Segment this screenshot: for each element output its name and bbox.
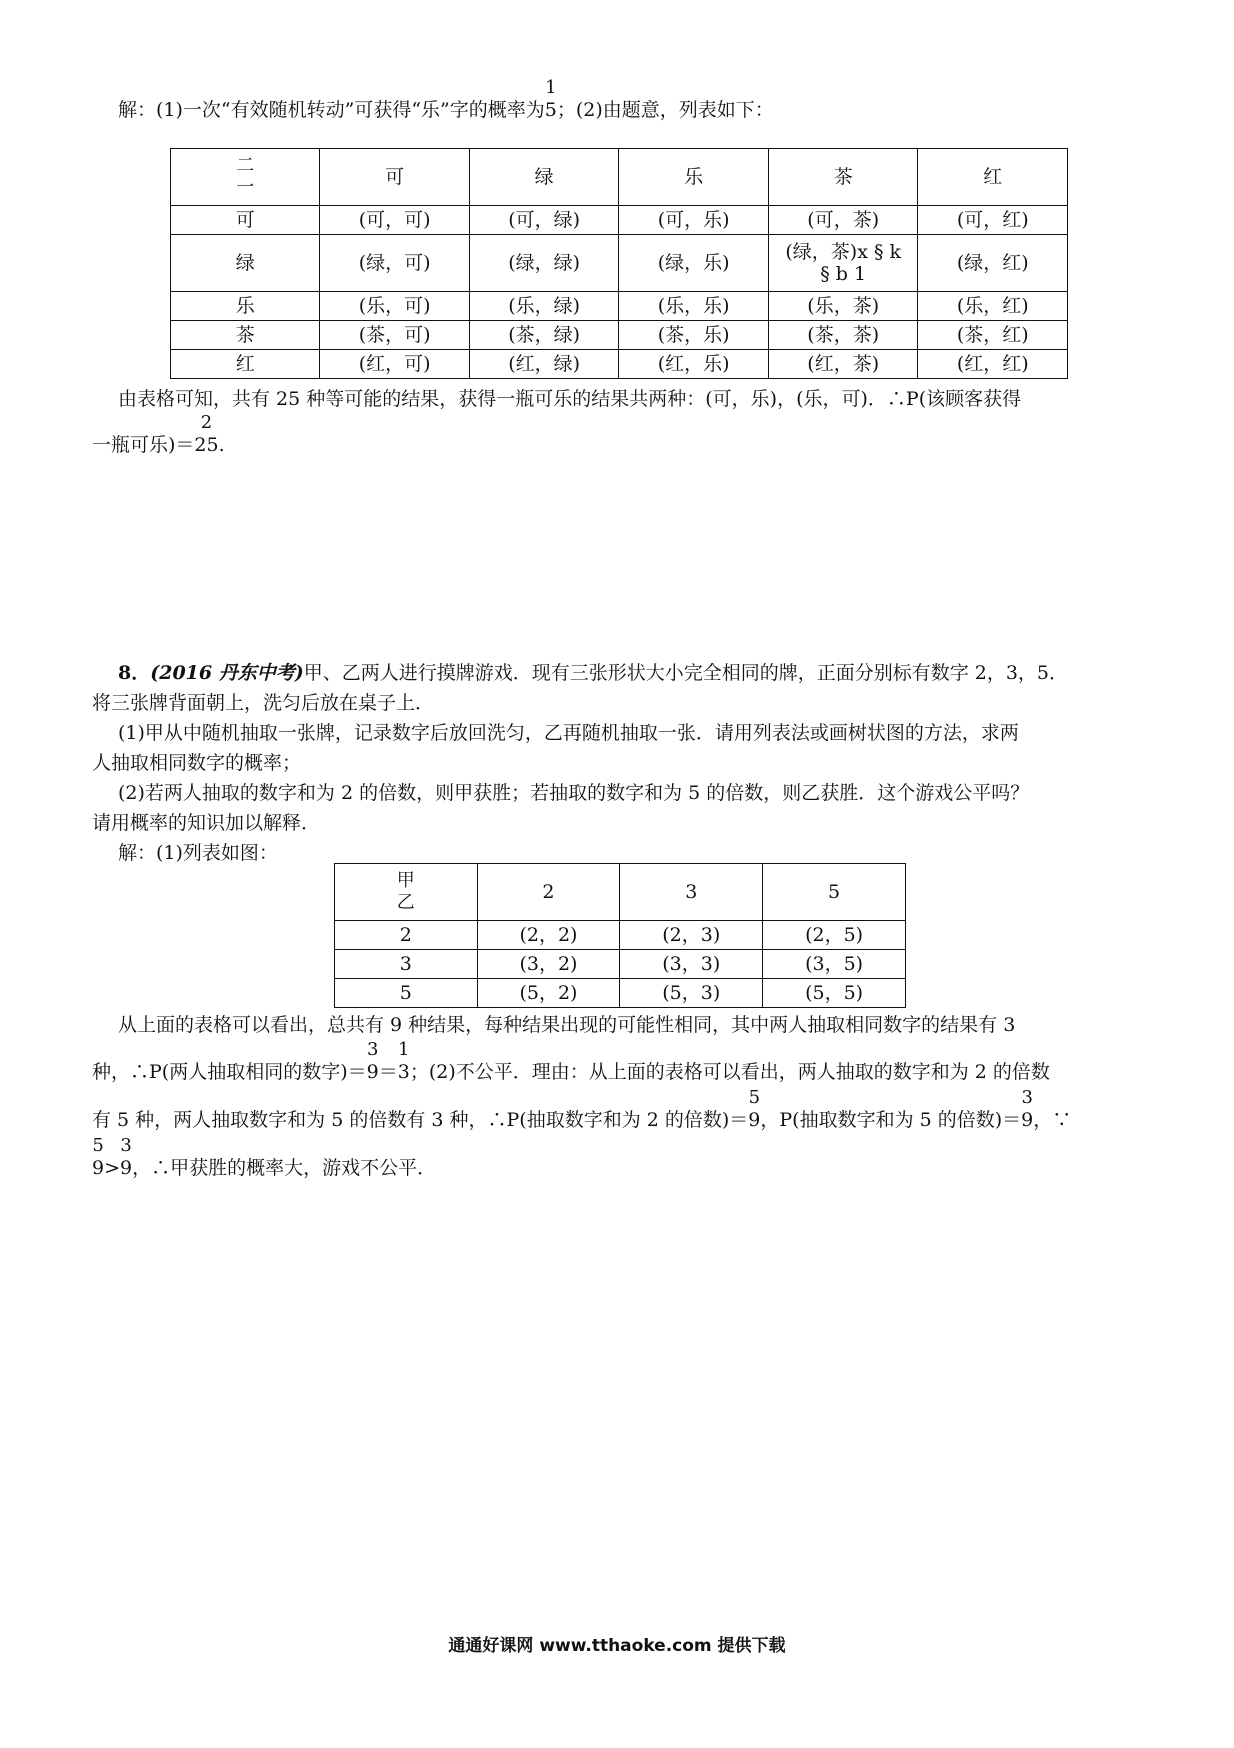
column-header: 5 <box>763 864 906 921</box>
table-row <box>171 350 1068 379</box>
table-cell: (2，2) <box>477 921 620 950</box>
answer-line: 5 9> 3 9，∴甲获胜的概率大，游戏不公平． <box>92 1135 437 1179</box>
table-cell: (红，绿) <box>469 350 619 379</box>
row-header: 3 <box>335 950 478 979</box>
question-1: (1)甲从中随机抽取一张牌，记录数字后放回洗匀，乙再随机抽取一张．请用列表法或画树状图的方法，求两 <box>118 722 1019 744</box>
table-cell: (绿，绿) <box>469 235 619 292</box>
table-cell: (茶，红) <box>918 321 1068 350</box>
answer-line: 种，∴P(两人抽取相同的数字)＝ 3 9＝ 1 3；(2)不公平．理由：从上面的表格可以看出，两人抽取的数字和为 2 的倍数 <box>92 1039 1050 1083</box>
table-row <box>171 292 1068 321</box>
question-1-continued: 人抽取相同数字的概率； <box>92 752 302 774</box>
table-cell: (乐，茶) <box>768 292 918 321</box>
page-footer: 通通好课网 www.tthaoke.com 提供下载 <box>448 1636 786 1656</box>
table-cell: (3，3) <box>620 950 763 979</box>
fraction: 2 25 <box>194 412 219 456</box>
table-cell: (3，5) <box>763 950 906 979</box>
table-cell: (绿，可) <box>320 235 470 292</box>
column-header: 绿 <box>469 149 619 206</box>
table-cell: (可，红) <box>918 206 1068 235</box>
table-row <box>335 979 906 1008</box>
table-cell: (茶，绿) <box>469 321 619 350</box>
table-cell: (红，乐) <box>619 350 769 379</box>
answer-intro: 解：(1)列表如图： <box>118 842 278 864</box>
table-header-row <box>171 149 1068 206</box>
table-cell: (乐，乐) <box>619 292 769 321</box>
fraction: 3 9 <box>120 1135 133 1179</box>
table-cell: (可，绿) <box>469 206 619 235</box>
table-cell: (2，3) <box>620 921 763 950</box>
fraction: 3 9 <box>366 1039 379 1083</box>
table-cell: (绿，乐) <box>619 235 769 292</box>
table-corner-cell: 甲 乙 <box>335 864 478 921</box>
column-header: 红 <box>918 149 1068 206</box>
table-corner-cell: 二 一 <box>171 149 320 206</box>
outcome-table-cards <box>334 863 906 1008</box>
problem-statement-line: 将三张牌背面朝上，洗匀后放在桌子上． <box>92 692 435 714</box>
question-2-continued: 请用概率的知识加以解释． <box>92 812 321 834</box>
fraction: 1 3 <box>397 1039 410 1083</box>
table-cell: (茶，茶) <box>768 321 918 350</box>
table-cell: (可，可) <box>320 206 470 235</box>
table-cell: (可，茶) <box>768 206 918 235</box>
table-row <box>171 321 1068 350</box>
problem-source: (2016 丹东中考) <box>150 662 304 684</box>
row-header: 2 <box>335 921 478 950</box>
answer-line: 从上面的表格可以看出，总共有 9 种结果，每种结果出现的可能性相同，其中两人抽取相同数字的结果有 3 <box>118 1014 1016 1036</box>
outcome-table-drinks <box>170 148 1068 379</box>
column-header: 可 <box>320 149 470 206</box>
row-header: 可 <box>171 206 320 235</box>
question-2: (2)若两人抽取的数字和为 2 的倍数，则甲获胜；若抽取的数字和为 5 的倍数，则乙获胜．这个游戏公平吗？ <box>118 782 1030 804</box>
table-row <box>335 950 906 979</box>
table-cell: (红，红) <box>918 350 1068 379</box>
table-cell: (5，5) <box>763 979 906 1008</box>
table-row <box>171 235 1068 292</box>
table-cell: (茶，可) <box>320 321 470 350</box>
solution-conclusion-line: 一瓶可乐)＝ 2 25. <box>92 412 225 456</box>
row-header: 茶 <box>171 321 320 350</box>
row-header: 5 <box>335 979 478 1008</box>
column-header: 3 <box>620 864 763 921</box>
row-header: 乐 <box>171 292 320 321</box>
table-row <box>335 921 906 950</box>
table-cell: (5，3) <box>620 979 763 1008</box>
table-cell: (红，茶) <box>768 350 918 379</box>
problem-statement: 8．(2016 丹东中考)甲、乙两人进行摸牌游戏．现有三张形状大小完全相同的牌，正面分别标有数字 2，3，5． <box>118 662 1069 684</box>
fraction: 5 9 <box>748 1087 761 1131</box>
table-cell: (2，5) <box>763 921 906 950</box>
table-cell: (3，2) <box>477 950 620 979</box>
fraction: 1 5 <box>544 77 557 121</box>
table-row <box>171 206 1068 235</box>
fraction: 3 9 <box>1021 1087 1034 1131</box>
table-cell: (乐，可) <box>320 292 470 321</box>
table-cell: (绿，红) <box>918 235 1068 292</box>
table-cell: (茶，乐) <box>619 321 769 350</box>
table-cell: (可，乐) <box>619 206 769 235</box>
row-header: 绿 <box>171 235 320 292</box>
solution-conclusion-line: 由表格可知，共有 25 种等可能的结果，获得一瓶可乐的结果共两种：(可，乐)，(乐，可)．∴P(该顾客获得 <box>118 388 1022 410</box>
solution-intro: 解：(1)一次“有效随机转动”可获得“乐”字的概率为 1 5；(2)由题意，列表如下： <box>118 77 774 121</box>
column-header: 乐 <box>619 149 769 206</box>
table-cell: (乐，红) <box>918 292 1068 321</box>
problem-number: 8． <box>118 662 151 684</box>
answer-line: 有 5 种，两人抽取数字和为 5 的倍数有 3 种，∴P(抽取数字和为 2 的倍数)＝ 5 9，P(抽取数字和为 5 的倍数)＝ 3 9，∵ <box>92 1087 1072 1131</box>
table-header-row <box>335 864 906 921</box>
table-cell: (红，可) <box>320 350 470 379</box>
column-header: 2 <box>477 864 620 921</box>
table-cell: (乐，绿) <box>469 292 619 321</box>
row-header: 红 <box>171 350 320 379</box>
fraction: 5 9 <box>92 1135 105 1179</box>
table-cell: (5，2) <box>477 979 620 1008</box>
table-cell: (绿，茶)x § k § b 1 <box>768 235 918 292</box>
column-header: 茶 <box>768 149 918 206</box>
